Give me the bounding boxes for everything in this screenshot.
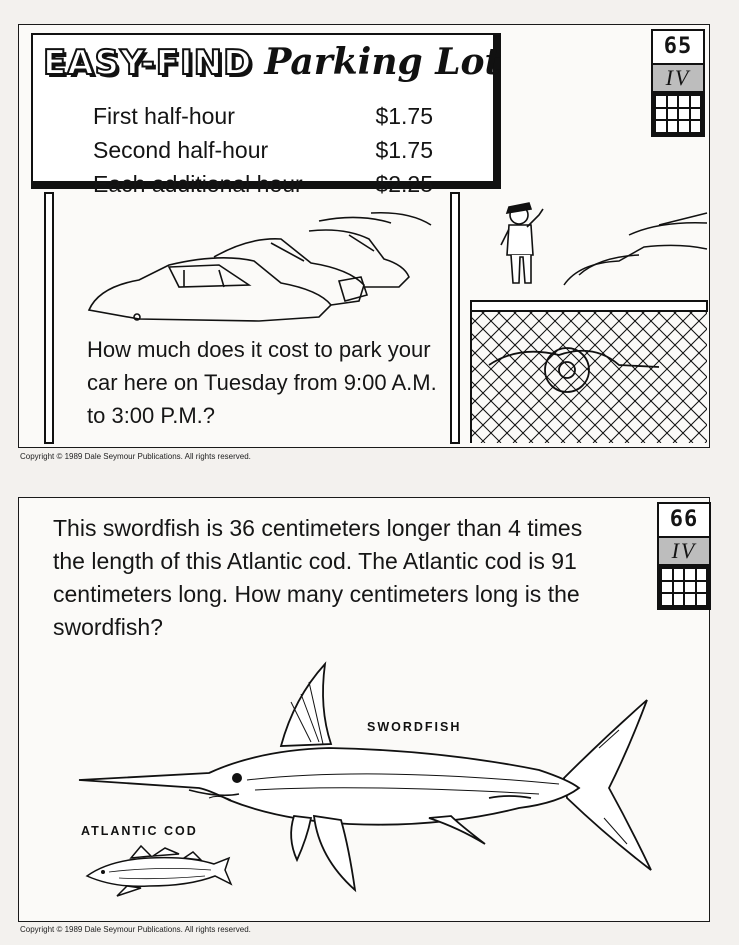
question-text: This swordfish is 36 centimeters longer than 4 times the length of this Atlantic cod. The Atlantic cod is 91 centimeters long. How many centimeters long is the swordfish? [53, 515, 583, 640]
copyright-notice: Copyright © 1989 Dale Seymour Publications. All rights reserved. [20, 925, 251, 934]
rate-row [93, 133, 433, 167]
parking-rate-sign [31, 33, 502, 197]
rate-price: $2.25 [375, 171, 433, 197]
rate-list [93, 99, 433, 201]
rate-row [93, 167, 433, 201]
rate-price: $1.75 [375, 137, 433, 163]
calculator-keypad-icon [651, 93, 705, 137]
card-number-badge [651, 29, 705, 137]
level-indicator: IV [651, 65, 705, 93]
question-text: How much does it cost to park your car here on Tuesday from 9:00 A.M. to 3:00 P.M.? [87, 337, 437, 428]
copyright-notice: Copyright © 1989 Dale Seymour Publications. All rights reserved. [20, 452, 251, 461]
card-number: 65 [651, 29, 705, 65]
problem-card-66 [18, 497, 710, 922]
cod-label: ATLANTIC COD [81, 824, 198, 838]
problem-card-65 [18, 24, 710, 448]
level-indicator: IV [657, 538, 711, 566]
card-number: 66 [657, 502, 711, 538]
sign-title [43, 41, 501, 83]
rate-label: Each additional hour [93, 171, 303, 197]
rate-price: $1.75 [375, 103, 433, 129]
swordfish-label: SWORDFISH [367, 720, 462, 734]
rate-label: Second half-hour [93, 137, 269, 163]
swordfish-illustration [19, 498, 709, 921]
rate-row [93, 99, 433, 133]
lot-name: Parking Lot [264, 41, 502, 83]
rate-label: First half-hour [93, 103, 235, 129]
brand-name: EASY-FIND [43, 43, 253, 83]
